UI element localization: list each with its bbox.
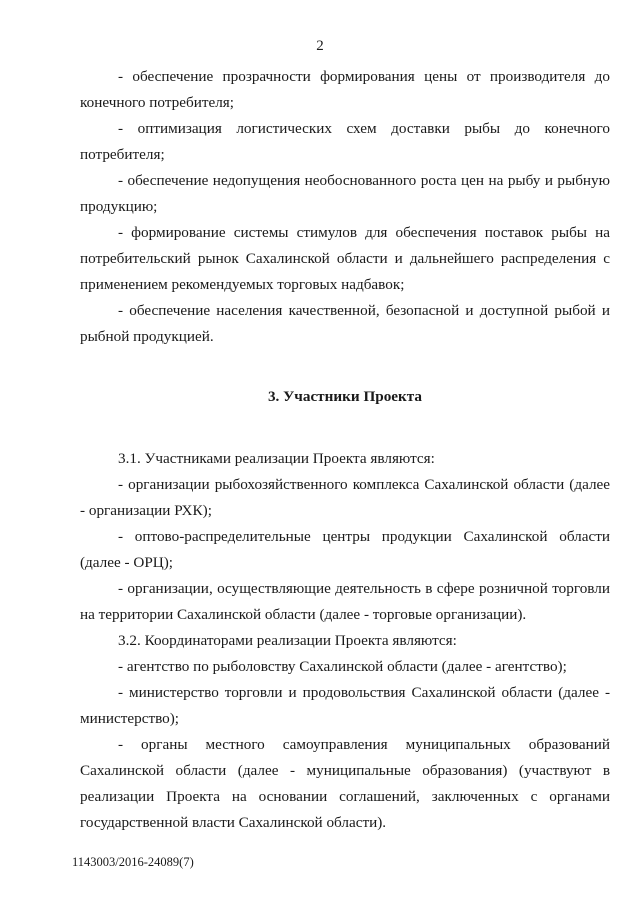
coordinator-municipalities: - органы местного самоуправления муниципальных образований Сахалинской области (далее - муниципальные образования) (участвуют в реализации Проекта на основании соглашений, заключенных с органами государственной власти Сахалинской области). xyxy=(80,736,610,831)
document-footer-code: 1143003/2016-24089(7) xyxy=(72,855,194,869)
coordinator-fisheries-agency: - агентство по рыболовству Сахалинской области (далее - агентство); xyxy=(118,658,567,675)
bullet-price-growth-prevention: - обеспечение недопущения необоснованного роста цен на рыбу и рыбную продукцию; xyxy=(80,172,610,215)
participant-orc: - оптово-распределительные центры продукции Сахалинской области (далее - ОРЦ); xyxy=(80,528,610,571)
bullet-population-supply: - обеспечение населения качественной, безопасной и доступной рыбой и рыбной продукцией. xyxy=(80,302,610,345)
document-body xyxy=(80,64,610,836)
participant-trade-organizations: - организации, осуществляющие деятельность в сфере розничной торговли на территории Сахалинской области (далее - торговые организации). xyxy=(80,580,610,623)
participant-rkh-organizations: - организации рыбохозяйственного комплекса Сахалинской области (далее - организации РХК); xyxy=(80,476,610,519)
bullet-logistics-optimization: - оптимизация логистических схем доставки рыбы до конечного потребителя; xyxy=(80,120,610,163)
bullet-price-transparency: - обеспечение прозрачности формирования цены от производителя до конечного потребителя; xyxy=(80,68,610,111)
clause-3-1: 3.1. Участниками реализации Проекта являются: xyxy=(118,450,435,467)
coordinator-trade-ministry: - министерство торговли и продовольствия Сахалинской области (далее - министерство); xyxy=(80,684,610,727)
bullet-incentive-system: - формирование системы стимулов для обеспечения поставок рыбы на потребительский рынок Сахалинской области и дальнейшего распределения с применением рекомендуемых торговых надбавок; xyxy=(80,224,610,293)
clause-3-2: 3.2. Координаторами реализации Проекта являются: xyxy=(118,632,457,649)
page-number: 2 xyxy=(316,38,324,54)
section-heading-participants: 3. Участники Проекта xyxy=(267,388,423,405)
